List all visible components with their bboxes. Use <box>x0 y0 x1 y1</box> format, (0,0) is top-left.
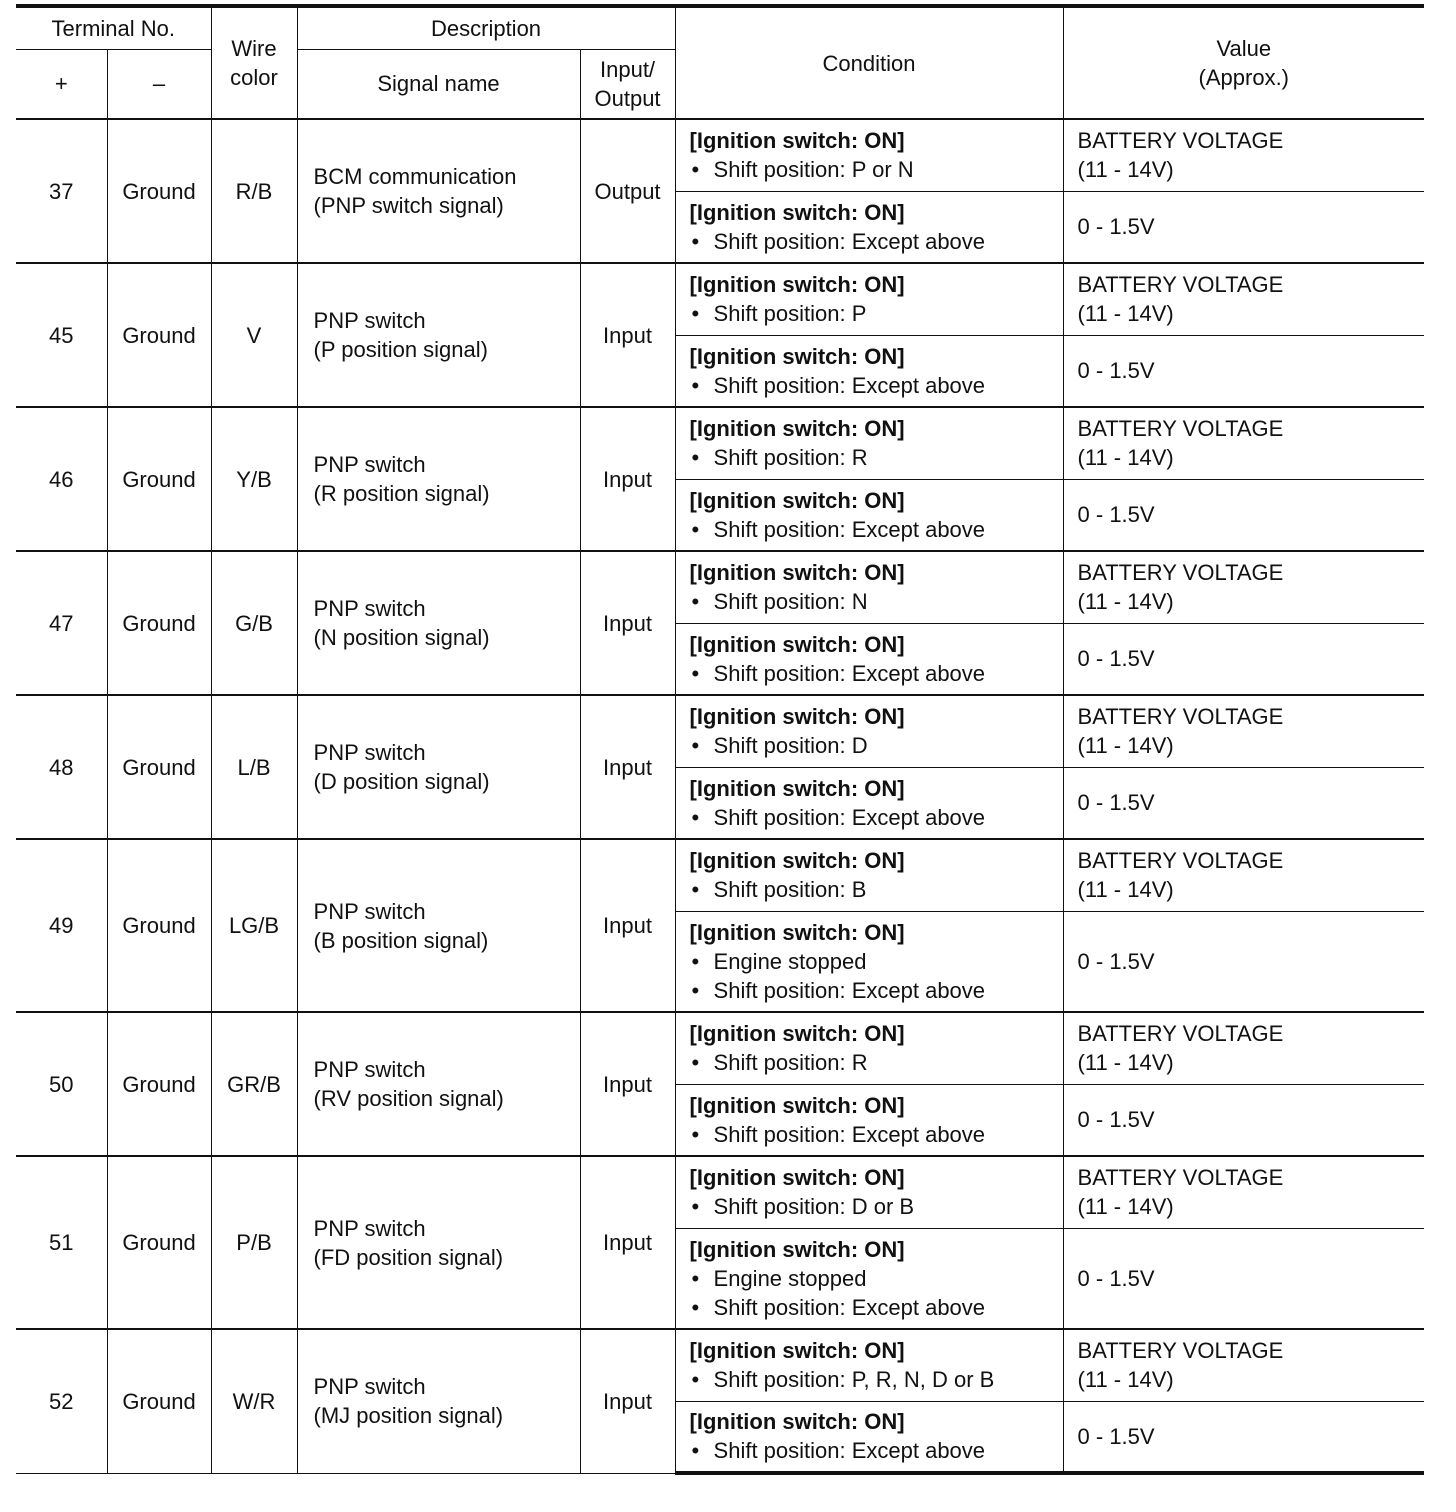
value-line1: BATTERY VOLTAGE <box>1077 848 1284 874</box>
wire-color: L/B <box>211 695 297 839</box>
value-line2: (11 - 14V) <box>1077 877 1174 903</box>
table-row <box>16 695 1424 767</box>
table-row <box>16 407 1424 479</box>
value-line1: 0 - 1.5V <box>1077 1423 1155 1449</box>
signal-name <box>297 1012 580 1156</box>
signal-name-line2: (PNP switch signal) <box>313 193 504 218</box>
value-line1: 0 - 1.5V <box>1077 948 1155 974</box>
wire-color: V <box>211 263 297 407</box>
value-line1: 0 - 1.5V <box>1077 502 1155 528</box>
value-line1: BATTERY VOLTAGE <box>1077 272 1284 298</box>
condition-title: [Ignition switch: ON] <box>689 128 905 154</box>
condition-cell <box>675 119 1063 191</box>
header-wire-color <box>211 6 297 119</box>
signal-name-line2: (FD position signal) <box>313 1244 504 1270</box>
signal-name-line2: (P position signal) <box>313 337 488 362</box>
wire-color: P/B <box>211 1156 297 1329</box>
table-row <box>16 119 1424 191</box>
input-output: Input <box>580 1329 675 1473</box>
signal-name-line1: PNP switch <box>313 1374 426 1400</box>
wire-color: W/R <box>211 1329 297 1473</box>
condition-title: [Ignition switch: ON] <box>689 199 905 225</box>
value-cell <box>1063 1329 1424 1401</box>
terminal-plus: 51 <box>16 1156 107 1329</box>
condition-cell <box>675 767 1063 839</box>
condition-bullet: • Shift position: Except above <box>690 1293 1063 1322</box>
value-cell <box>1063 263 1424 335</box>
terminal-minus: Ground <box>107 1012 211 1156</box>
wire-color: G/B <box>211 551 297 695</box>
signal-name <box>297 695 580 839</box>
signal-name-line2: (D position signal) <box>313 769 490 794</box>
header-wire-color-line2: color <box>230 65 278 90</box>
signal-name-line1: BCM communication <box>313 164 517 189</box>
value-cell <box>1063 1012 1424 1084</box>
value-line2: (11 - 14V) <box>1077 1194 1174 1220</box>
condition-title: [Ignition switch: ON] <box>689 1165 905 1191</box>
condition-cell <box>675 1084 1063 1156</box>
signal-name-line2: (RV position signal) <box>313 1086 504 1111</box>
value-line1: BATTERY VOLTAGE <box>1077 560 1284 586</box>
condition-title: [Ignition switch: ON] <box>689 848 905 874</box>
condition-title: [Ignition switch: ON] <box>689 560 905 586</box>
value-cell <box>1063 479 1424 551</box>
condition-bullet: • Shift position: Except above <box>690 371 1063 400</box>
table-row <box>16 1156 1424 1228</box>
condition-title: [Ignition switch: ON] <box>689 416 905 442</box>
header-minus: – <box>107 49 211 119</box>
terminal-minus: Ground <box>107 551 211 695</box>
terminal-plus: 46 <box>16 407 107 551</box>
header-value-line2: (Approx.) <box>1198 65 1290 90</box>
header-input-output <box>580 49 675 119</box>
input-output: Input <box>580 551 675 695</box>
header-wire-color-line1: Wire <box>231 36 277 61</box>
signal-name-line1: PNP switch <box>313 308 426 333</box>
value-cell <box>1063 1084 1424 1156</box>
condition-bullet: • Shift position: Except above <box>690 1120 1063 1149</box>
terminal-minus: Ground <box>107 1156 211 1329</box>
signal-name <box>297 263 580 407</box>
header-io-line2: Output <box>594 85 661 111</box>
condition-cell <box>675 1401 1063 1473</box>
header-description: Description <box>297 6 675 49</box>
condition-bullet: • Shift position: Except above <box>690 1436 1063 1465</box>
signal-name-line2: (R position signal) <box>313 481 490 506</box>
condition-title: [Ignition switch: ON] <box>689 1338 905 1364</box>
signal-name-line1: PNP switch <box>313 1057 426 1082</box>
condition-bullet: • Shift position: Except above <box>690 227 1063 256</box>
terminal-minus: Ground <box>107 839 211 1012</box>
condition-bullet: • Shift position: P, R, N, D or B <box>690 1365 1063 1394</box>
value-cell <box>1063 1156 1424 1228</box>
condition-title: [Ignition switch: ON] <box>689 487 905 513</box>
signal-name <box>297 119 580 263</box>
condition-cell <box>675 479 1063 551</box>
condition-bullet: • Shift position: R <box>690 1048 1063 1077</box>
header-plus: + <box>16 49 107 119</box>
table-body <box>16 119 1424 1473</box>
value-line2: (11 - 14V) <box>1077 589 1174 615</box>
input-output: Input <box>580 407 675 551</box>
value-line1: 0 - 1.5V <box>1077 1265 1155 1291</box>
signal-name <box>297 1329 580 1473</box>
signal-name <box>297 839 580 1012</box>
value-cell <box>1063 119 1424 191</box>
value-cell <box>1063 407 1424 479</box>
signal-name-line2: (N position signal) <box>313 625 490 650</box>
condition-cell <box>675 1228 1063 1329</box>
input-output: Input <box>580 1156 675 1329</box>
condition-title: [Ignition switch: ON] <box>689 1409 905 1435</box>
signal-name <box>297 407 580 551</box>
header-signal-name: Signal name <box>297 49 580 119</box>
value-line1: BATTERY VOLTAGE <box>1077 1165 1284 1191</box>
condition-title: [Ignition switch: ON] <box>689 1236 905 1262</box>
terminal-minus: Ground <box>107 263 211 407</box>
table-row <box>16 839 1424 911</box>
condition-bullet: • Shift position: B <box>690 875 1063 904</box>
condition-title: [Ignition switch: ON] <box>689 343 905 369</box>
condition-bullet: • Shift position: D or B <box>690 1192 1063 1221</box>
value-line1: BATTERY VOLTAGE <box>1077 704 1284 730</box>
value-cell <box>1063 839 1424 911</box>
value-line2: (11 - 14V) <box>1077 301 1174 327</box>
condition-title: [Ignition switch: ON] <box>689 704 905 730</box>
terminal-plus: 52 <box>16 1329 107 1473</box>
header-value <box>1063 6 1424 119</box>
value-line1: BATTERY VOLTAGE <box>1077 416 1284 442</box>
wire-color: R/B <box>211 119 297 263</box>
condition-cell <box>675 911 1063 1012</box>
table-row <box>16 1012 1424 1084</box>
value-line1: 0 - 1.5V <box>1077 214 1155 240</box>
header-terminal-no: Terminal No. <box>16 6 211 49</box>
condition-cell <box>675 335 1063 407</box>
condition-bullet: • Shift position: P <box>690 299 1063 328</box>
terminal-minus: Ground <box>107 407 211 551</box>
value-cell <box>1063 623 1424 695</box>
table-header <box>16 6 1424 119</box>
terminal-minus: Ground <box>107 695 211 839</box>
value-cell <box>1063 695 1424 767</box>
condition-title: [Ignition switch: ON] <box>689 1092 905 1118</box>
condition-cell <box>675 263 1063 335</box>
value-line2: (11 - 14V) <box>1077 733 1174 759</box>
terminal-table <box>16 4 1424 1475</box>
condition-bullet: • Shift position: Except above <box>690 976 1063 1005</box>
condition-title: [Ignition switch: ON] <box>689 919 905 945</box>
input-output: Input <box>580 695 675 839</box>
condition-cell <box>675 839 1063 911</box>
signal-name <box>297 1156 580 1329</box>
value-line1: 0 - 1.5V <box>1077 646 1155 672</box>
value-line2: (11 - 14V) <box>1077 1367 1174 1393</box>
condition-bullet: • Engine stopped <box>690 1264 1063 1293</box>
value-cell <box>1063 911 1424 1012</box>
condition-bullet: • Shift position: Except above <box>690 659 1063 688</box>
terminal-plus: 45 <box>16 263 107 407</box>
input-output: Input <box>580 263 675 407</box>
terminal-plus: 47 <box>16 551 107 695</box>
signal-name-line1: PNP switch <box>313 452 426 477</box>
terminal-minus: Ground <box>107 1329 211 1473</box>
condition-bullet: • Shift position: Except above <box>690 515 1063 544</box>
signal-name-line2: (MJ position signal) <box>313 1403 504 1429</box>
value-line1: 0 - 1.5V <box>1077 1107 1155 1133</box>
terminal-plus: 48 <box>16 695 107 839</box>
condition-title: [Ignition switch: ON] <box>689 775 905 801</box>
header-value-line1: Value <box>1216 36 1272 61</box>
signal-name-line1: PNP switch <box>313 740 426 765</box>
condition-bullet: • Shift position: P or N <box>690 155 1063 184</box>
wire-color: GR/B <box>211 1012 297 1156</box>
table-row <box>16 1329 1424 1401</box>
value-line1: BATTERY VOLTAGE <box>1077 128 1284 154</box>
value-cell <box>1063 1228 1424 1329</box>
condition-bullet: • Shift position: D <box>690 731 1063 760</box>
signal-name-line1: PNP switch <box>313 596 426 621</box>
table-row <box>16 551 1424 623</box>
input-output: Output <box>580 119 675 263</box>
condition-bullet: • Shift position: R <box>690 443 1063 472</box>
condition-title: [Ignition switch: ON] <box>689 1021 905 1047</box>
condition-cell <box>675 191 1063 263</box>
value-line2: (11 - 14V) <box>1077 445 1174 471</box>
condition-title: [Ignition switch: ON] <box>689 631 905 657</box>
terminal-minus: Ground <box>107 119 211 263</box>
condition-cell <box>675 551 1063 623</box>
value-line2: (11 - 14V) <box>1077 1050 1174 1076</box>
input-output: Input <box>580 1012 675 1156</box>
input-output: Input <box>580 839 675 1012</box>
condition-cell <box>675 1156 1063 1228</box>
condition-bullet: • Shift position: N <box>690 587 1063 616</box>
condition-cell <box>675 623 1063 695</box>
value-cell <box>1063 551 1424 623</box>
value-cell <box>1063 1401 1424 1473</box>
terminal-table-container <box>16 4 1424 1475</box>
value-line1: BATTERY VOLTAGE <box>1077 1338 1284 1364</box>
value-line1: 0 - 1.5V <box>1077 358 1155 384</box>
value-cell <box>1063 191 1424 263</box>
wire-color: Y/B <box>211 407 297 551</box>
condition-cell <box>675 695 1063 767</box>
condition-title: [Ignition switch: ON] <box>689 272 905 298</box>
header-io-line1: Input/ <box>600 56 656 82</box>
value-line1: BATTERY VOLTAGE <box>1077 1021 1284 1047</box>
value-cell <box>1063 767 1424 839</box>
terminal-plus: 49 <box>16 839 107 1012</box>
signal-name-line2: (B position signal) <box>313 927 489 953</box>
header-condition: Condition <box>675 6 1063 119</box>
condition-bullet: • Shift position: Except above <box>690 803 1063 832</box>
terminal-plus: 50 <box>16 1012 107 1156</box>
signal-name-line1: PNP switch <box>313 898 426 924</box>
value-cell <box>1063 335 1424 407</box>
signal-name-line1: PNP switch <box>313 1215 426 1241</box>
value-line2: (11 - 14V) <box>1077 157 1174 183</box>
wire-color: LG/B <box>211 839 297 1012</box>
table-row <box>16 263 1424 335</box>
condition-bullet: • Engine stopped <box>690 947 1063 976</box>
condition-cell <box>675 1012 1063 1084</box>
condition-cell <box>675 407 1063 479</box>
terminal-plus: 37 <box>16 119 107 263</box>
condition-cell <box>675 1329 1063 1401</box>
signal-name <box>297 551 580 695</box>
value-line1: 0 - 1.5V <box>1077 790 1155 816</box>
